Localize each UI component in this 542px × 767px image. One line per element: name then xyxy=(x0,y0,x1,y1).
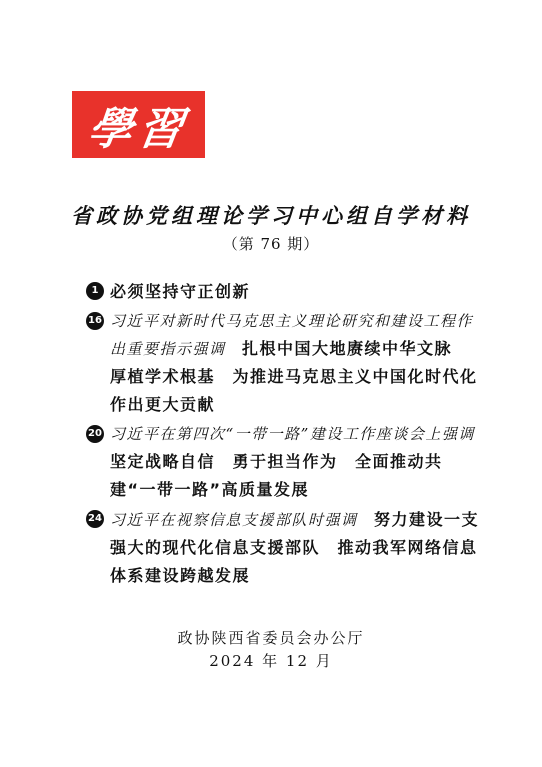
issuing-office: 政协陕西省委员会办公厅 xyxy=(177,629,365,647)
document-title: 省政协党组理论学习中心组自学材料 xyxy=(71,203,471,228)
page-number-badge: 16 xyxy=(86,312,104,330)
toc-item-3[interactable] xyxy=(86,421,486,504)
toc-lead: 习近平在第四次“一带一路”建设工作座谈会上强调 xyxy=(110,425,475,443)
page-number-badge: 1 xyxy=(86,282,104,300)
toc-item-1[interactable] xyxy=(86,278,486,306)
issue-number: （第 76 期） xyxy=(222,235,320,253)
toc-headline: 必须坚持守正创新 xyxy=(110,282,251,301)
toc-lead: 习近平在视察信息支援部队时强调 xyxy=(110,511,358,529)
issue-date: 2024 年 12 月 xyxy=(209,652,333,670)
toc-lead: 习近平对新时代马克思主义理论研究和建设工程作出重要指示强调 xyxy=(110,312,474,358)
toc-item-2[interactable] xyxy=(86,308,486,419)
page-number-badge: 20 xyxy=(86,425,104,443)
toc-entry-text xyxy=(110,308,486,419)
study-logo-text: 學習 xyxy=(84,103,192,155)
table-of-contents xyxy=(86,278,486,592)
toc-entry-text xyxy=(110,421,486,504)
toc-entry-text xyxy=(110,506,486,590)
toc-entry-text xyxy=(110,278,486,306)
page-number-badge: 24 xyxy=(86,510,104,528)
toc-headline: 扎根中国大地赓续中华文脉 厚植学术根基 为推进马克思主义中国化时代化作出更大贡献 xyxy=(110,339,478,414)
study-logo xyxy=(72,91,205,158)
toc-item-4[interactable] xyxy=(86,506,486,590)
toc-headline: 坚定战略自信 勇于担当作为 全面推动共建“一带一路”高质量发展 xyxy=(110,452,443,499)
toc-headline: 努力建设一支强大的现代化信息支援部队 推动我军网络信息体系建设跨越发展 xyxy=(110,510,480,585)
